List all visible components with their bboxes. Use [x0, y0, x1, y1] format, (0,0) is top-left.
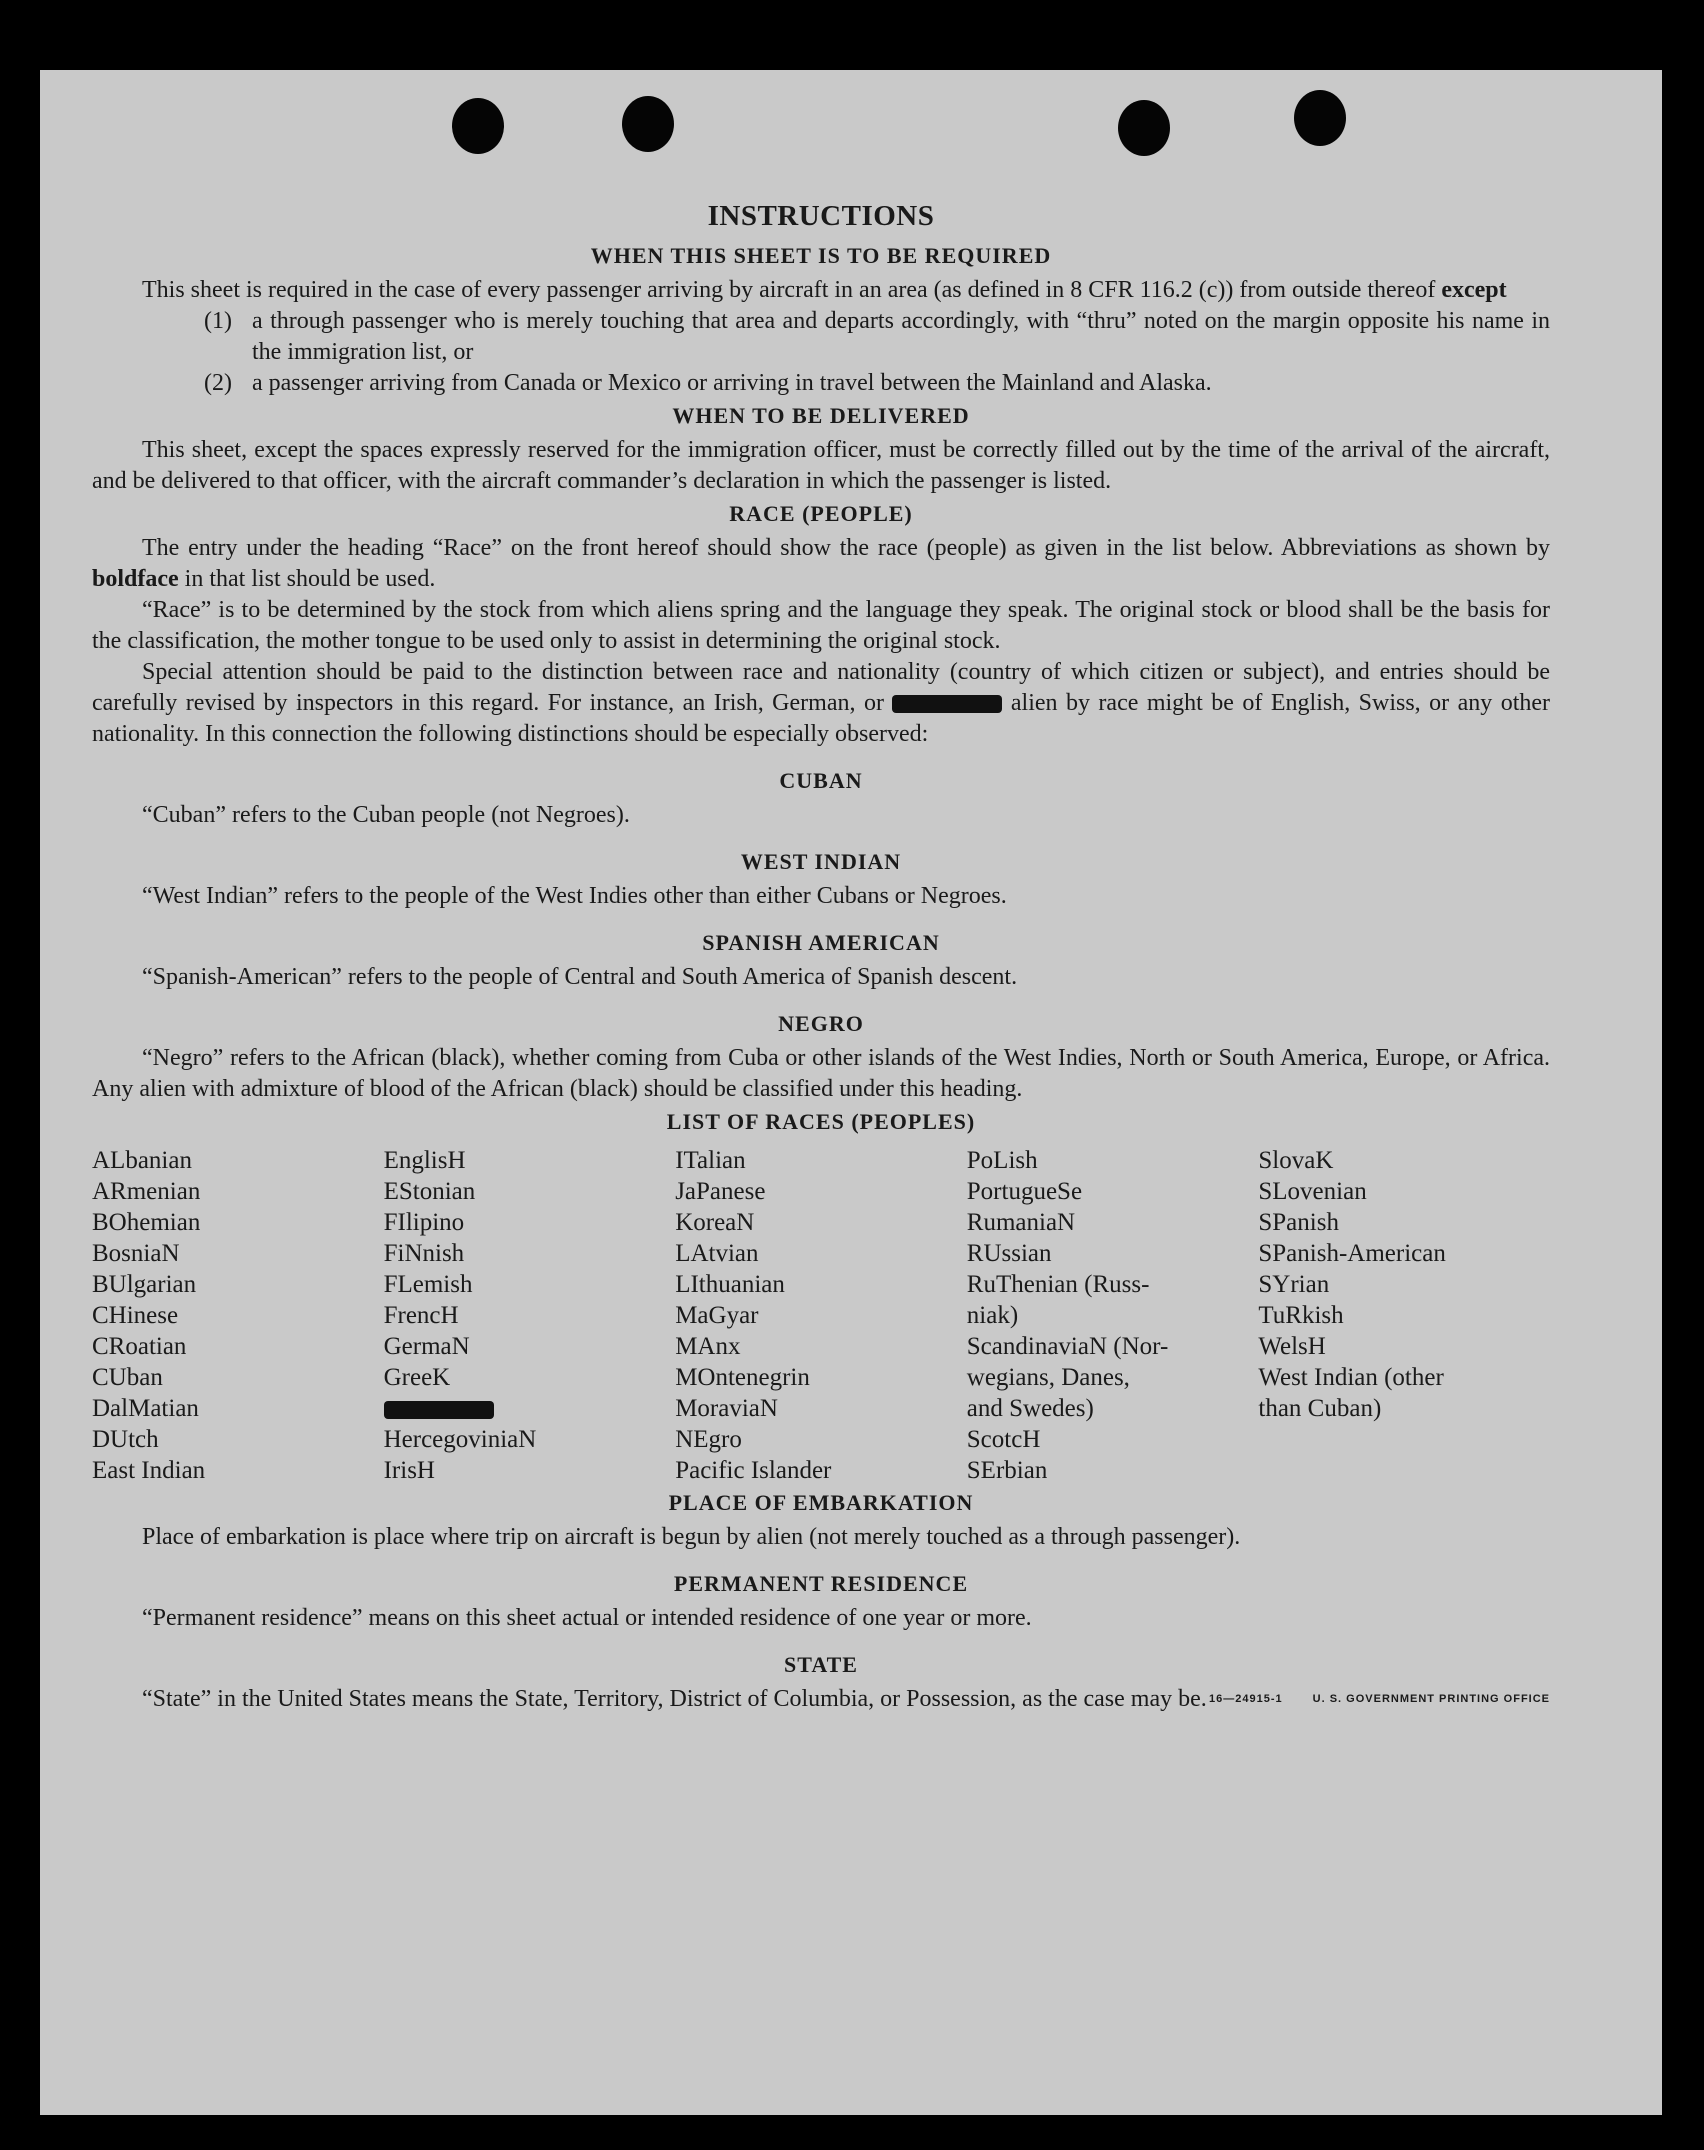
race-entry: MOntenegrin	[675, 1364, 810, 1391]
race-entry: FrencH	[383, 1302, 459, 1329]
negro-text: “Negro” refers to the African (black), whether coming from Cuba or other islands of the West Indies, North or South America, Europe, or Africa. Any alien with admixture of blood of the African (black) should be classified under this heading.	[92, 1045, 1550, 1102]
race-entry: MAnx	[675, 1333, 741, 1360]
delivered-text: This sheet, except the spaces expressly reserved for the immigration officer, must be correctly filled out by the time of the arrival of the aircraft, and be delivered to that officer, with the aircraft commander’s declaration in which the passenger is listed.	[92, 437, 1550, 494]
race-entry: RUssian	[966, 1240, 1052, 1267]
race-entry: BUlgarian	[92, 1271, 197, 1298]
exception-item-1: (1) a through passenger who is merely touching that area and departs accordingly, with “thru” noted on the margin opposite his name in the immigration list, or	[204, 308, 1550, 365]
page-title: INSTRUCTIONS	[707, 200, 935, 232]
exception-item-2: (2) a passenger arriving from Canada or Mexico or arriving in travel between the Mainland and Alaska.	[204, 370, 1212, 396]
punch-hole	[1294, 90, 1346, 146]
race-entry: West Indian (other than Cuban)	[1258, 1364, 1444, 1422]
punch-hole	[1118, 100, 1170, 156]
race-entry: SLovenian	[1258, 1178, 1367, 1205]
race-entry: PortugueSe	[966, 1178, 1083, 1205]
instructions-content	[92, 200, 1551, 1712]
heading-spanish-american: SPANISH AMERICAN	[702, 930, 940, 955]
race-entry: SlovaK	[1258, 1147, 1334, 1174]
race-entry: CRoatian	[92, 1333, 187, 1360]
heading-races-list: LIST OF RACES (PEOPLES)	[666, 1109, 976, 1134]
race-entry: TuRkish	[1258, 1302, 1344, 1329]
race-entry: CUban	[92, 1364, 163, 1391]
race-entry: FiNnish	[383, 1240, 465, 1267]
races-column-5	[1258, 1145, 1550, 1486]
race-entry: ARmenian	[92, 1178, 201, 1205]
race-entry: JaPanese	[675, 1178, 766, 1205]
race-entry: ScotcH	[966, 1426, 1041, 1453]
race-entry: SYrian	[1258, 1271, 1330, 1298]
race-entry: ALbanian	[92, 1147, 192, 1174]
heading-residence: PERMANENT RESIDENCE	[673, 1571, 969, 1596]
race-entry: LIthuanian	[675, 1271, 785, 1298]
race-paragraph-1: The entry under the heading “Race” on the front hereof should show the race (people) as given in the list below. Abbreviations as shown by boldface in that list should be used.	[92, 535, 1550, 592]
race-entry: BosniaN	[92, 1240, 180, 1267]
races-column-3	[675, 1145, 967, 1486]
heading-cuban: CUBAN	[779, 768, 863, 793]
race-entry: KoreaN	[675, 1209, 755, 1236]
race-entry: SErbian	[966, 1457, 1048, 1484]
redaction-mark	[384, 1401, 494, 1419]
heading-delivered: WHEN TO BE DELIVERED	[672, 403, 970, 428]
heading-negro: NEGRO	[778, 1011, 864, 1036]
heading-race: RACE (PEOPLE)	[729, 501, 913, 526]
punch-hole	[622, 96, 674, 152]
race-entry: CHinese	[92, 1302, 179, 1329]
printer-credit: U. S. GOVERNMENT PRINTING OFFICE	[1312, 1693, 1550, 1705]
race-entry: GermaN	[383, 1333, 470, 1360]
race-entry: PoLish	[966, 1147, 1038, 1174]
race-entry: FIlipino	[383, 1209, 465, 1236]
race-entry: RumaniaN	[966, 1209, 1076, 1236]
spanish-american-text: “Spanish-American” refers to the people of Central and South America of Spanish descent.	[142, 964, 1018, 990]
heading-west-indian: WEST INDIAN	[740, 849, 902, 874]
embarkation-text: Place of embarkation is place where trip on aircraft is begun by alien (not merely touched as a through passenger).	[142, 1524, 1241, 1550]
residence-text: “Permanent residence” means on this sheet actual or intended residence of one year or more.	[142, 1605, 1032, 1631]
race-entry: East Indian	[92, 1457, 206, 1484]
heading-state: STATE	[784, 1652, 858, 1677]
race-entry: HercegoviniaN	[383, 1426, 537, 1453]
race-entry: MaGyar	[675, 1302, 759, 1329]
punch-hole	[452, 98, 504, 154]
race-entry: RuThenian (Russ- niak)	[966, 1271, 1150, 1329]
race-paragraph-3: Special attention should be paid to the distinction between race and nationality (country of which citizen or subject), and entries should be carefully revised by inspectors in this regard. For instance, an Irish, German, or alien by race might be of English, Swiss, or any other nationality. In this connection the following distinctions should be especially observed:	[92, 659, 1551, 747]
race-entry: EStonian	[383, 1178, 476, 1205]
document-sheet	[40, 70, 1662, 2115]
races-column-4	[967, 1145, 1259, 1486]
cuban-text: “Cuban” refers to the Cuban people (not Negroes).	[142, 802, 630, 828]
races-column-1	[92, 1145, 384, 1486]
race-entry-redacted	[384, 1393, 676, 1424]
form-code: 16—24915-1	[1209, 1693, 1283, 1705]
race-entry: GreeK	[383, 1364, 451, 1391]
required-intro: This sheet is required in the case of every passenger arriving by aircraft in an area (as defined in 8 CFR 116.2 (c)) from outside thereof except	[142, 277, 1507, 303]
west-indian-text: “West Indian” refers to the people of the West Indies other than either Cubans or Negroes.	[142, 883, 1007, 909]
race-entry: IrisH	[383, 1457, 435, 1484]
race-entry: FLemish	[383, 1271, 473, 1298]
redaction-mark	[892, 695, 1002, 713]
race-entry: ITalian	[675, 1147, 746, 1174]
state-text: “State” in the United States means the State, Territory, District of Columbia, or Possession, as the case may be.	[142, 1686, 1207, 1712]
race-entry: EnglisH	[383, 1147, 466, 1174]
race-entry: NEgro	[675, 1426, 742, 1453]
race-entry: SPanish	[1258, 1209, 1339, 1236]
race-paragraph-2: “Race” is to be determined by the stock from which aliens spring and the language they speak. The original stock or blood shall be the basis for the classification, the mother tongue to be used only to assist in determining the original stock.	[92, 597, 1550, 654]
race-entry: DalMatian	[92, 1395, 199, 1422]
heading-embarkation: PLACE OF EMBARKATION	[668, 1490, 974, 1515]
race-entry: WelsH	[1258, 1333, 1326, 1360]
race-entry: Pacific Islander	[675, 1457, 832, 1484]
race-entry: LAtvian	[675, 1240, 759, 1267]
race-entry: SPanish-American	[1258, 1240, 1446, 1267]
race-entry: MoraviaN	[675, 1395, 778, 1422]
heading-required: WHEN THIS SHEET IS TO BE REQUIRED	[590, 243, 1052, 268]
races-list	[92, 1145, 1550, 1486]
race-entry: BOhemian	[92, 1209, 201, 1236]
race-entry: DUtch	[92, 1426, 159, 1453]
race-entry: ScandinaviaN (Nor- wegians, Danes, and Swedes)	[966, 1333, 1169, 1422]
races-column-2	[384, 1145, 676, 1486]
